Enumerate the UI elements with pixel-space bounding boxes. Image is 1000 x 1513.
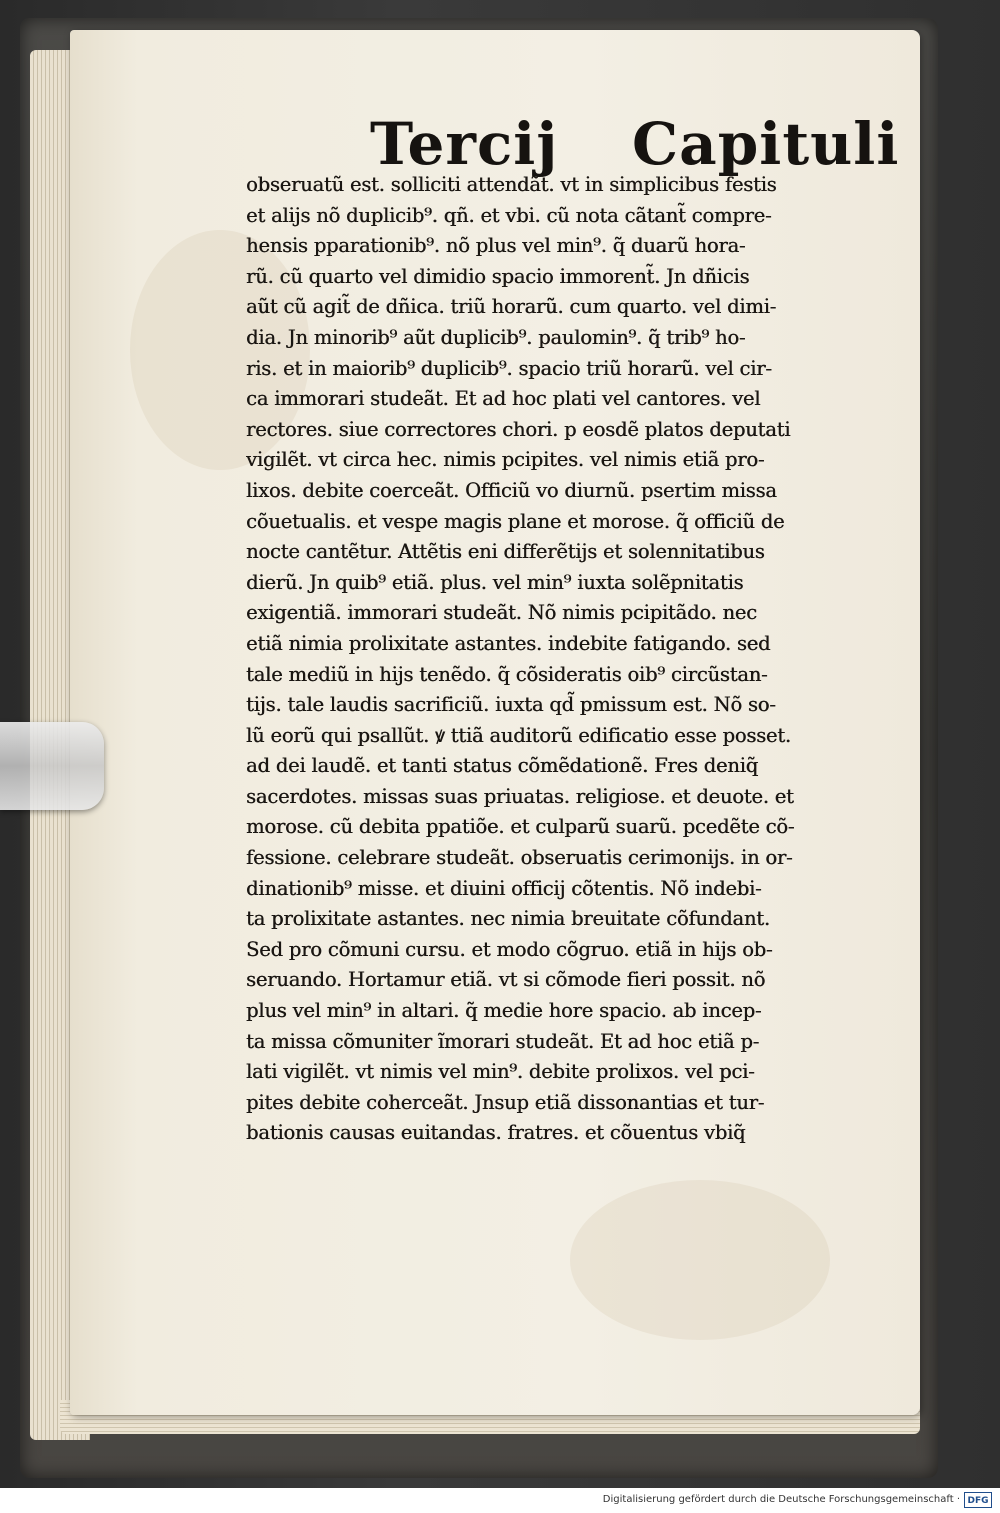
- header-left: Tercij: [370, 110, 559, 178]
- text-line: pites debite coherceãt. Jnsup etiã dissonantias et tur-: [246, 1090, 765, 1114]
- text-line: hensis pparationib⁹. nõ plus vel min⁹. q̃ duarũ hora-: [246, 234, 746, 258]
- text-line: ta missa cõmuniter ĩmorari studeãt. Et ad hoc etiã p-: [246, 1029, 759, 1053]
- text-line: lixos. debite coerceãt. Officiũ vo diurnũ. psertim missa: [246, 478, 777, 502]
- text-line: ad dei laudẽ. et tanti status cõmẽdationẽ. Fres deniq̃: [246, 754, 758, 778]
- text-line: rũ. cũ quarto vel dimidio spacio immorent̃. Jn dñicis: [246, 264, 750, 288]
- text-line: obseruatũ est. solliciti attendãt. vt in simplicibus festis: [246, 173, 777, 196]
- text-line: plus vel min⁹ in altari. q̃ medie hore spacio. ab incep-: [246, 999, 762, 1023]
- text-line: ca immorari studeãt. Et ad hoc plati vel cantores. vel: [246, 387, 761, 411]
- text-line: Sed pro cõmuni cursu. et modo cõgruo. etiã in hijs ob-: [246, 937, 773, 961]
- text-line: etiã nimia prolixitate astantes. indebite fatigando. sed: [246, 631, 771, 655]
- text-line: dierũ. Jn quib⁹ etiã. plus. vel min⁹ iuxta solẽpnitatis: [246, 570, 744, 594]
- body-text: [246, 170, 886, 1149]
- text-line: aũt cũ agit̃ de dñica. triũ horarũ. cum quarto. vel dimi-: [246, 295, 777, 319]
- text-line: nocte cantẽtur. Attẽtis eni differẽtijs et solennitatibus: [246, 540, 765, 564]
- dfg-logo-icon: DFG: [964, 1492, 992, 1508]
- text-line: ris. et in maiorib⁹ duplicib⁹. spacio triũ horarũ. vel cir-: [246, 356, 772, 380]
- text-line: tijs. tale laudis sacrificiũ. iuxta qd̃ pmissum est. Nõ so-: [246, 693, 776, 717]
- header-right: Capituli: [632, 110, 900, 178]
- text-line: exigentiã. immorari studeãt. Nõ nimis pcipitãdo. nec: [246, 601, 757, 625]
- text-line: rectores. siue correctores chori. p eosdẽ platos deputati: [246, 417, 791, 441]
- text-line: bationis causas euitandas. fratres. et cõuentus vbiq̃: [246, 1121, 746, 1145]
- footer-bar: [0, 1488, 1000, 1513]
- text-line: tale mediũ in hijs tenẽdo. q̃ cõsideratis oib⁹ circũstan-: [246, 662, 768, 686]
- text-line: dinationib⁹ misse. et diuini officij cõtentis. Nõ indebi-: [246, 876, 762, 900]
- text-line: sacerdotes. missas suas priuatas. religiose. et deuote. et: [246, 784, 794, 808]
- text-line: ta prolixitate astantes. nec nimia breuitate cõfundant.: [246, 907, 770, 931]
- text-line: lũ eorũ qui psallũt. ꝟ ttiã auditorũ edificatio esse posset.: [246, 723, 791, 747]
- text-line: fessione. celebrare studeãt. obseruatis cerimonijs. in or-: [246, 846, 793, 870]
- page-clip: [0, 722, 104, 810]
- text-line: et alijs nõ duplicib⁹. qñ. et vbi. cũ nota cãtant̃ compre-: [246, 203, 772, 227]
- text-line: dia. Jn minorib⁹ aũt duplicib⁹. paulomin⁹. q̃ trib⁹ ho-: [246, 325, 746, 349]
- text-line: vigilẽt. vt circa hec. nimis pcipites. vel nimis etiã pro-: [246, 448, 765, 472]
- text-line: morose. cũ debita ppatiõe. et culparũ suarũ. pcedẽte cõ-: [246, 815, 795, 839]
- text-line: cõuetualis. et vespe magis plane et morose. q̃ officiũ de: [246, 509, 785, 533]
- text-line: lati vigilẽt. vt nimis vel min⁹. debite prolixos. vel pci-: [246, 1060, 755, 1084]
- funding-note: Digitalisierung gefördert durch die Deutsche Forschungsgemeinschaft ·: [602, 1494, 960, 1505]
- text-line: seruando. Hortamur etiã. vt si cõmode fieri possit. nõ: [246, 968, 766, 992]
- paper-stain: [570, 1180, 830, 1340]
